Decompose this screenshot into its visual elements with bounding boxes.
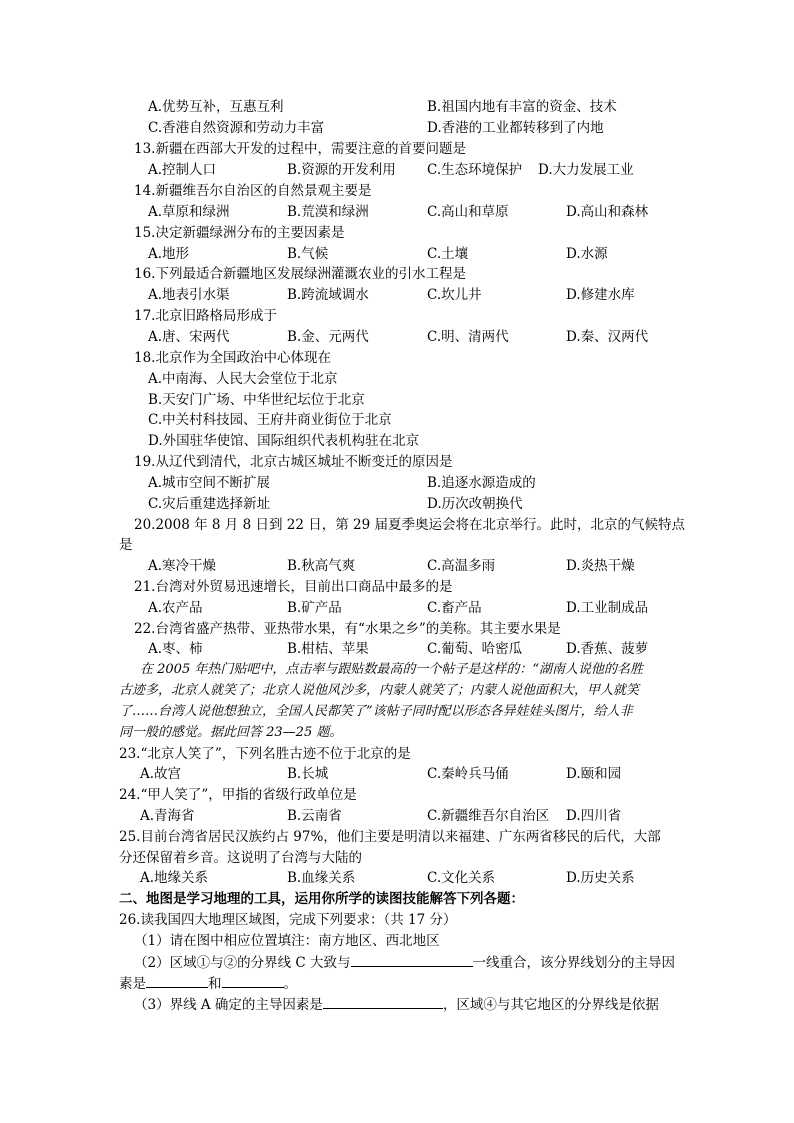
q18-stem: 18.北京作为全国政治中心体现在: [134, 350, 331, 366]
q16-option-a: A.地表引水渠: [148, 287, 230, 303]
q20-option-c: C.高温多雨: [427, 558, 496, 574]
q20-option-a: A.寒冷干燥: [148, 558, 217, 574]
q20-stem: 20.2008 年 8 月 8 日到 22 日，第 29 届夏季奥运会将在北京举行。此时，北京的气候特点: [134, 517, 685, 533]
q15-option-d: D.水源: [566, 246, 608, 262]
q18-option-c: C.中关村科技园、王府井商业街位于北京: [148, 412, 392, 428]
q17-option-d: D.秦、汉两代: [566, 329, 649, 345]
q21-option-c: C.畜产品: [427, 600, 482, 616]
q26-part-2-blank-2[interactable]: [146, 973, 208, 988]
q12-option-d: D.香港的工业都转移到了内地: [427, 120, 604, 136]
passage-line-3: 了……台湾人说他想独立，全国人民都笑了”该帖子同时配以形态各异娃娃头图片，给人非: [119, 704, 633, 719]
q24-option-a: A.青海省: [140, 808, 195, 824]
q12-option-b: B.祖国内地有丰富的资金、技术: [427, 99, 617, 115]
q15-option-a: A.地形: [148, 246, 190, 262]
q22-option-d: D.香蕉、菠萝: [566, 641, 649, 657]
q25-stem-continued: 分还保留着乡音。这说明了台湾与大陆的: [119, 850, 362, 866]
q26-part-1: （1）请在图中相应位置填注：南方地区、西北地区: [134, 933, 440, 949]
q23-stem: 23.“北京人笑了”，下列名胜古迹不位于北京的是: [119, 746, 411, 762]
q26-part-3-line-1: [134, 994, 659, 1014]
q19-stem: 19.从辽代到清代，北京古城区城址不断变迁的原因是: [134, 454, 453, 470]
q26-part-2-text-d: 和: [208, 976, 222, 992]
q26-part-2-text-c: 素是: [119, 976, 146, 992]
q23-option-c: C.秦岭兵马俑: [427, 766, 509, 782]
q20-option-b: B.秋高气爽: [287, 558, 356, 574]
q17-option-a: A.唐、宋两代: [148, 329, 230, 345]
q24-option-d: D.四川省: [566, 808, 622, 824]
q14-option-d: D.高山和森林: [566, 204, 649, 220]
q25-stem: 25.目前台湾省居民汉族约占 97%，他们主要是明清以来福建、广东两省移民的后代，大部: [119, 829, 661, 845]
section-2-title: 二、地图是学习地理的工具，运用你所学的读图技能解答下列各题：: [119, 891, 524, 907]
q23-option-b: B.长城: [287, 766, 329, 782]
q19-option-b: B.追逐水源造成的: [427, 475, 536, 491]
q26-part-2-text-b: 一线重合，该分界线划分的主导因: [472, 955, 676, 971]
q21-option-b: B.矿产品: [287, 600, 342, 616]
q23-option-d: D.颐和园: [566, 766, 622, 782]
q14-option-b: B.荒漠和绿洲: [287, 204, 369, 220]
q17-stem: 17.北京旧路格局形成于: [134, 308, 277, 324]
q26-stem: 26.读我国四大地理区域图，完成下列要求：（共 17 分）: [119, 912, 457, 928]
q12-option-a: A.优势互补，互惠互利: [148, 99, 284, 115]
q26-part-3-blank-1[interactable]: [323, 994, 443, 1009]
q13-option-c: C.生态环境保护: [427, 162, 523, 178]
passage-line-1: 在 2005 年热门贴吧中，点击率与跟贴数最高的一个帖子是这样的：“湖南人说他的名胜: [140, 662, 643, 677]
q13-option-a: A.控制人口: [148, 162, 217, 178]
q26-part-2-text-e: 。: [283, 976, 297, 992]
q17-option-c: C.明、清两代: [427, 329, 509, 345]
q26-part-3-text-b: ，区域④与其它地区的分界线是依据: [442, 997, 659, 1013]
q26-part-2-line-1: [134, 952, 675, 972]
q25-option-a: A.地缘关系: [140, 870, 209, 886]
q19-option-a: A.城市空间不断扩展: [148, 475, 271, 491]
q23-option-a: A.故宫: [140, 766, 182, 782]
q26-part-2-line-2: [119, 973, 297, 993]
q18-option-a: A.中南海、人民大会堂位于北京: [148, 371, 338, 387]
q19-option-c: C.灾后重建选择新址: [148, 496, 271, 512]
q13-stem: 13.新疆在西部大开发的过程中，需要注意的首要问题是: [134, 141, 466, 157]
q17-option-b: B.金、元两代: [287, 329, 369, 345]
q22-option-b: B.柑桔、苹果: [287, 641, 369, 657]
q21-option-a: A.农产品: [148, 600, 203, 616]
passage-line-2: 古迹多，北京人就笑了；北京人说他风沙多，内蒙人就笑了；内蒙人说他面积大，甲人就笑: [119, 683, 640, 698]
q15-option-b: B.气候: [287, 246, 329, 262]
q12-option-c: C.香港自然资源和劳动力丰富: [148, 120, 325, 136]
q14-stem: 14.新疆维吾尔自治区的自然景观主要是: [134, 183, 372, 199]
q18-option-d: D.外国驻华使馆、国际组织代表机构驻在北京: [148, 433, 420, 449]
q24-option-c: C.新疆维吾尔自治区: [427, 808, 550, 824]
q13-option-d: D.大力发展工业: [538, 162, 634, 178]
q26-part-2-blank-3[interactable]: [222, 973, 284, 988]
q15-stem: 15.决定新疆绿洲分布的主要因素是: [134, 225, 345, 241]
q16-stem: 16.下列最适合新疆地区发展绿洲灌溉农业的引水工程是: [134, 266, 466, 282]
q24-option-b: B.云南省: [287, 808, 342, 824]
q16-option-c: C.坎儿井: [427, 287, 482, 303]
q18-option-b: B.天安门广场、中华世纪坛位于北京: [148, 392, 365, 408]
q15-option-c: C.土壤: [427, 246, 469, 262]
q13-option-b: B.资源的开发利用: [287, 162, 396, 178]
q26-part-2-blank-1[interactable]: [351, 952, 473, 967]
q16-option-b: B.跨流域调水: [287, 287, 369, 303]
q21-option-d: D.工业制成品: [566, 600, 649, 616]
q19-option-d: D.历次改朝换代: [427, 496, 523, 512]
q25-option-c: C.文化关系: [427, 870, 496, 886]
q25-option-d: D.历史关系: [566, 870, 635, 886]
q20-option-d: D.炎热干燥: [566, 558, 635, 574]
q16-option-d: D.修建水库: [566, 287, 635, 303]
passage-line-4: 同一般的感觉。据此回答 23—25 题。: [119, 725, 343, 740]
q22-option-a: A.枣、柿: [148, 641, 203, 657]
q26-part-3-text-a: （3）界线 A 确定的主导因素是: [134, 997, 323, 1013]
q26-part-2-text-a: （2）区域①与②的分界线 C 大致与: [134, 955, 351, 971]
q22-stem: 22.台湾省盛产热带、亚热带水果，有“水果之乡”的美称。其主要水果是: [134, 621, 561, 637]
q14-option-c: C.高山和草原: [427, 204, 509, 220]
q20-stem-continued: 是: [119, 537, 133, 553]
q25-option-b: B.血缘关系: [287, 870, 356, 886]
q22-option-c: C.葡萄、哈密瓜: [427, 641, 523, 657]
q14-option-a: A.草原和绿洲: [148, 204, 230, 220]
q21-stem: 21.台湾对外贸易迅速增长，目前出口商品中最多的是: [134, 579, 453, 595]
q24-stem: 24.“甲人笑了”，甲指的省级行政单位是: [119, 787, 357, 803]
